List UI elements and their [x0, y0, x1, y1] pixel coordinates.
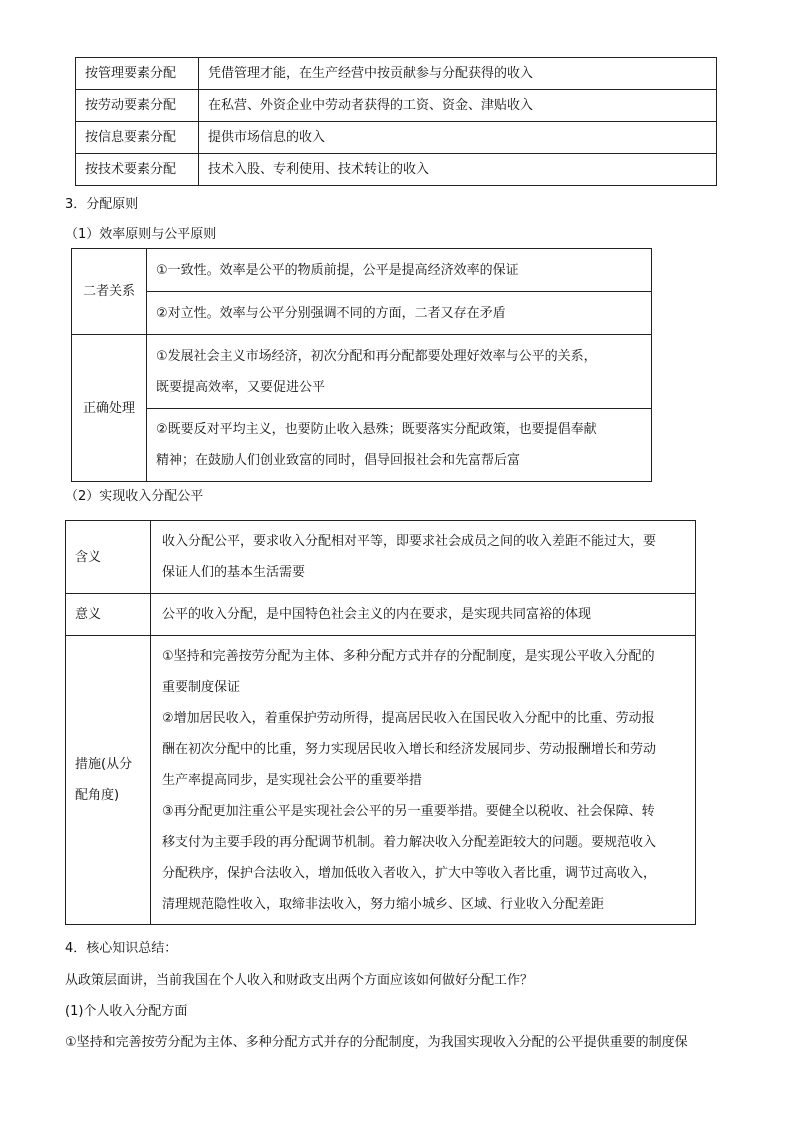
body-paragraph: ①坚持和完善按劳分配为主体、多种分配方式并存的分配制度，为我国实现收入分配的公平提供重要的制度保 [65, 1035, 688, 1050]
significance-text: 公平的收入分配，是中国特色社会主义的内在要求，是实现共同富裕的体现 [151, 594, 696, 636]
table-row [66, 636, 696, 925]
measures-label [66, 636, 151, 925]
handling-label: 正确处理 [72, 335, 147, 482]
question-text: 从政策层面讲，当前我国在个人收入和财政支出两个方面应该如何做好分配工作？ [65, 973, 534, 988]
text-line: 精神；在鼓励人们创业致富的同时，倡导回报社会和先富帮后富 [156, 453, 521, 468]
text-line: 重要制度保证 [162, 679, 241, 695]
meaning-text [151, 521, 696, 594]
factor-description: 提供市场信息的收入 [199, 122, 717, 154]
text-line: 清理规范隐性收入，取缔非法收入，努力缩小城乡、区域、行业收入分配差距 [162, 896, 605, 912]
relation-item: ①一致性。效率是公平的物质前提，公平是提高经济效率的保证 [147, 249, 652, 292]
text-line: ②既要反对平均主义，也要防止收入悬殊；既要落实分配政策，也要提倡奉献 [156, 422, 597, 437]
table-row [76, 58, 717, 90]
factor-description: 技术入股、专利使用、技术转让的收入 [199, 154, 717, 186]
meaning-label: 含义 [66, 521, 151, 594]
subsection-heading-personal: (1)个人收入分配方面 [65, 1004, 188, 1019]
table-row [72, 292, 652, 335]
measures-text [151, 636, 696, 925]
table-row [76, 90, 717, 122]
text-line: 配角度) [75, 788, 120, 803]
relation-item: ②对立性。效率与公平分别强调不同的方面，二者又存在矛盾 [147, 292, 652, 335]
text-line: 移支付为主要手段的再分配调节机制。着力解决收入分配差距较大的问题。要规范收入 [162, 834, 657, 850]
subsection-heading-2: （2）实现收入分配公平 [65, 489, 204, 504]
text-line: ①发展社会主义市场经济，初次分配和再分配都要处理好效率与公平的关系， [156, 348, 597, 364]
factor-name: 按信息要素分配 [76, 122, 199, 154]
factor-name: 按技术要素分配 [76, 154, 199, 186]
subsection-heading-1: （1）效率原则与公平原则 [65, 227, 217, 242]
handling-item [147, 335, 652, 409]
text-line: 既要提高效率，又要促进公平 [156, 379, 326, 395]
table-row [66, 521, 696, 594]
text-line: ②增加居民收入，着重保护劳动所得，提高居民收入在国民收入分配中的比重、劳动报 [162, 710, 655, 726]
factor-description: 凭借管理才能，在生产经营中按贡献参与分配获得的收入 [199, 58, 717, 90]
text-line: 生产率提高同步，是实现社会公平的重要举措 [162, 772, 423, 788]
text-line: 酬在初次分配中的比重，努力实现居民收入增长和经济发展同步、劳动报酬增长和劳动 [162, 741, 657, 757]
distribution-factor-table [75, 57, 717, 186]
factor-name: 按管理要素分配 [76, 58, 199, 90]
table-row [66, 594, 696, 636]
text-line: 分配秩序，保护合法收入，增加低收入者收入，扩大中等收入者比重，调节过高收入， [162, 865, 657, 881]
handling-item [147, 409, 652, 482]
table-row [72, 409, 652, 482]
table-row [76, 122, 717, 154]
section-heading-3: 3．分配原则 [65, 197, 139, 212]
table-row [76, 154, 717, 186]
text-line: ①坚持和完善按劳分配为主体、多种分配方式并存的分配制度，是实现公平收入分配的 [162, 648, 655, 664]
text-line: 措施(从分 [75, 757, 133, 772]
section-heading-4: 4．核心知识总结： [65, 941, 178, 956]
text-line: 收入分配公平，要求收入分配相对平等，即要求社会成员之间的收入差距不能过大，要 [162, 534, 657, 549]
significance-label: 意义 [66, 594, 151, 636]
efficiency-fairness-table [71, 248, 652, 482]
factor-description: 在私营、外资企业中劳动者获得的工资、资金、津贴收入 [199, 90, 717, 122]
text-line: 保证人们的基本生活需要 [162, 565, 306, 580]
table-row [72, 335, 652, 409]
relation-label: 二者关系 [72, 249, 147, 335]
factor-name: 按劳动要素分配 [76, 90, 199, 122]
income-fairness-table [65, 520, 696, 925]
text-line: ③再分配更加注重公平是实现社会公平的另一重要举措。要健全以税收、社会保障、转 [162, 803, 655, 819]
table-row [72, 249, 652, 292]
